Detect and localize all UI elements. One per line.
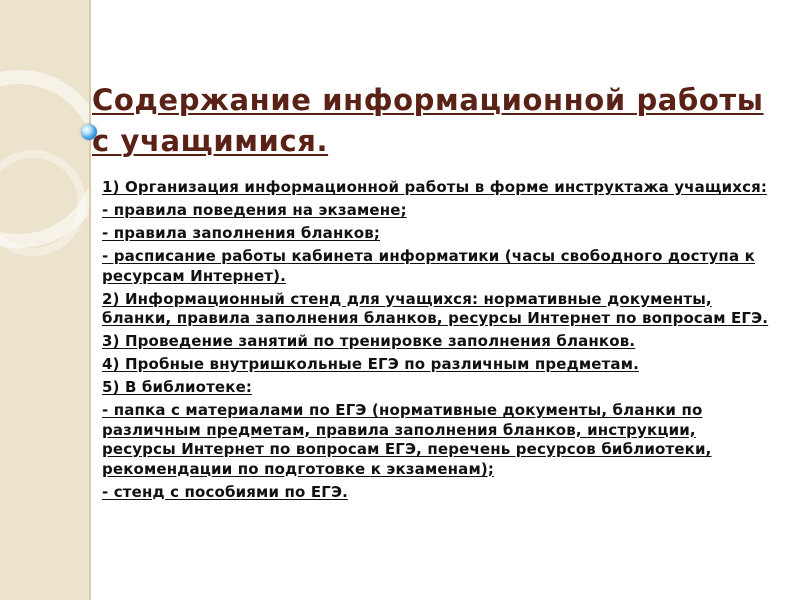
list-item: - правила поведения на экзамене; bbox=[102, 201, 407, 219]
item-4: 4) Пробные внутришкольные ЕГЭ по различным предметам. bbox=[102, 355, 639, 373]
item-3: 3) Проведение занятий по тренировке заполнения бланков. bbox=[102, 332, 636, 350]
item-5-heading: 5) В библиотеке: bbox=[102, 378, 253, 396]
item-1-heading: 1) Организация информационной работы в форме инструктажа учащихся: bbox=[102, 178, 768, 196]
item-2: 2) Информационный стенд для учащихся: нормативные документы, бланки, правила заполнения бланков, ресурсы Интернет по вопросам ЕГЭ. bbox=[102, 289, 769, 327]
list-item: - расписание работы кабинета информатики (часы свободного доступа к ресурсам Интернет). bbox=[102, 247, 755, 285]
slide-title: Содержание информационной работы с учащимися. bbox=[92, 83, 764, 158]
list-item: - стенд с пособиями по ЕГЭ. bbox=[102, 482, 348, 501]
side-divider bbox=[89, 0, 91, 600]
list-item: - папка с материалами по ЕГЭ (нормативные документы, бланки по различным предметам, правила заполнения бланков, инструкции, ресурсы Интернет по вопросам ЕГЭ, перечень ресурсов библиотеки, рекомендации по подготовке к экзаменам); bbox=[102, 401, 712, 478]
decorative-side-band bbox=[0, 0, 89, 600]
slide-content bbox=[102, 178, 774, 506]
list-item: - правила заполнения бланков; bbox=[102, 224, 381, 242]
